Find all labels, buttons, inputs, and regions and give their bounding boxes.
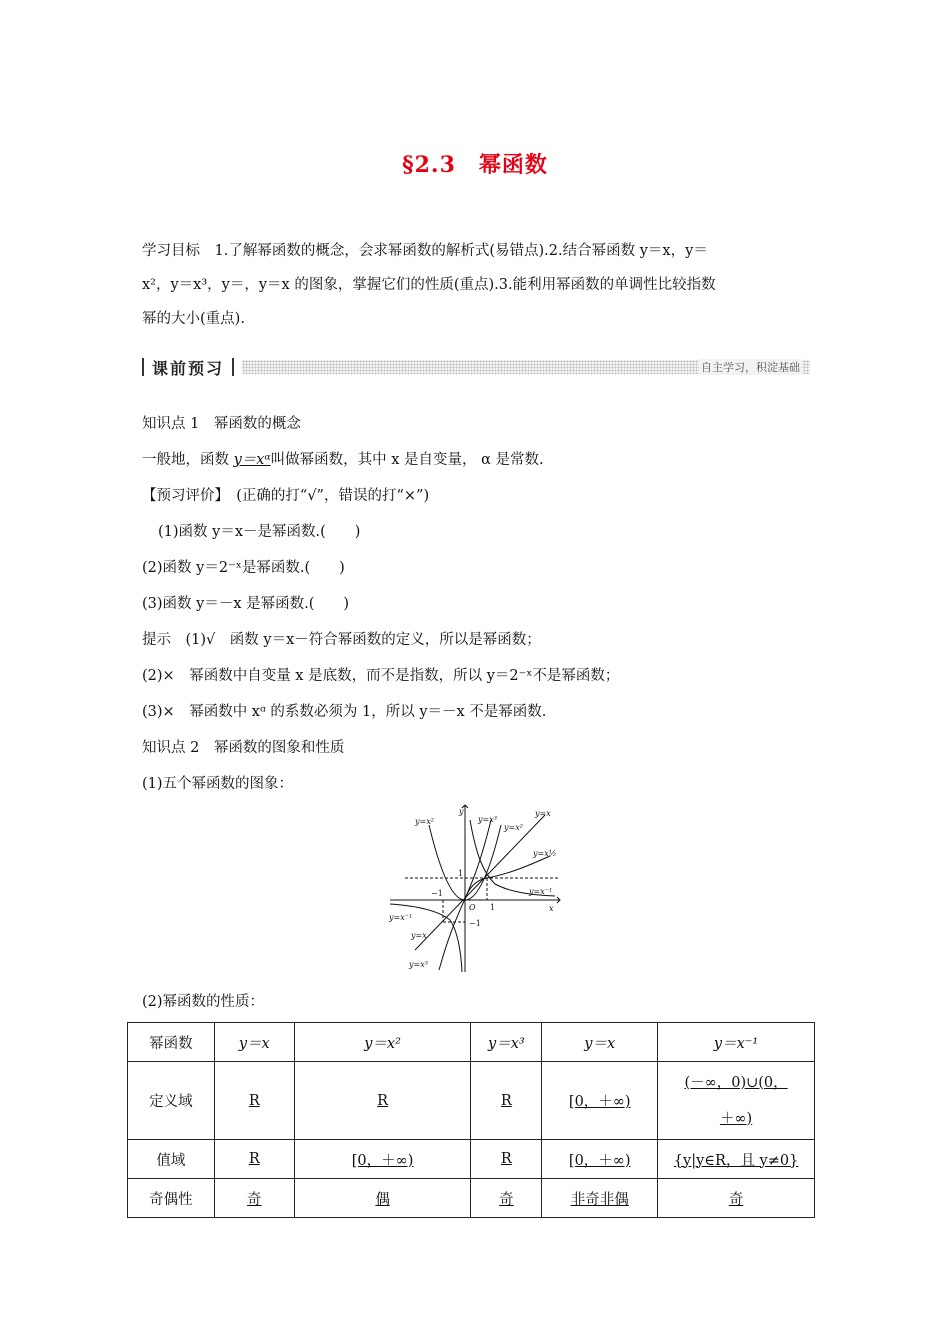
row-label: 奇偶性 — [128, 1179, 215, 1218]
label-one-x: 1 — [490, 903, 496, 912]
label-y-axis: y — [459, 807, 464, 816]
definition-prefix: 一般地，函数 — [142, 452, 234, 468]
row-label: 定义域 — [128, 1062, 215, 1140]
table-row-domain — [128, 1062, 815, 1140]
label-x-axis: x — [549, 904, 554, 913]
label-x3-bottom: y=x³ — [409, 960, 428, 969]
hint-2: (2)× 幂函数中自变量 x 是底数，而不是指数，所以 y＝2⁻ˣ不是幂函数； — [142, 668, 620, 684]
kp2-properties-caption: (2)幂函数的性质： — [142, 994, 265, 1010]
label-x2-right: y=x² — [504, 823, 523, 832]
kp2-graph-caption: (1)五个幂函数的图象： — [142, 776, 294, 792]
table-cell: R — [294, 1062, 471, 1140]
header-cell: 幂函数 — [128, 1023, 215, 1062]
kp1-definition — [142, 450, 544, 470]
question-1: (1)函数 y＝x－是幂函数.( ) — [158, 524, 361, 540]
table-cell: R — [214, 1062, 294, 1140]
learning-goals — [142, 234, 812, 336]
table-cell: [0，＋∞) — [294, 1140, 471, 1179]
label-x-bottom: y=x — [411, 931, 427, 940]
domain-line-1: (－∞，0)∪(0， — [684, 1074, 788, 1091]
kp1-heading: 知识点 1 幂函数的概念 — [142, 416, 301, 432]
label-origin: O — [469, 903, 476, 912]
header-cell: y＝x — [214, 1023, 294, 1062]
section-banner — [142, 356, 810, 378]
header-cell: y＝x — [542, 1023, 658, 1062]
table-cell: R — [471, 1062, 542, 1140]
table-cell: R — [471, 1140, 542, 1179]
label-x-inverse-left: y=x⁻¹ — [389, 913, 413, 922]
table-header-row — [128, 1023, 815, 1062]
label-x3-top: y=x³ — [478, 815, 497, 824]
label-minus1-x: −1 — [431, 889, 443, 898]
question-2: (2)函数 y＝2⁻ˣ是幂函数.( ) — [142, 560, 345, 576]
definition-formula: y＝xᵅ — [233, 452, 271, 468]
goals-line-1: 学习目标 1.了解幂函数的概念，会求幂函数的解析式(易错点).2.结合幂函数 y＝x，y＝ — [142, 243, 708, 259]
row-label: 值域 — [128, 1140, 215, 1179]
power-function-properties-table — [127, 1022, 815, 1218]
table-cell: 偶 — [294, 1179, 471, 1218]
header-cell: y＝x³ — [471, 1023, 542, 1062]
label-one-y: 1 — [458, 869, 464, 878]
table-cell: 奇 — [214, 1179, 294, 1218]
goals-line-3: 幂的大小(重点). — [142, 311, 245, 327]
power-function-graph — [385, 800, 570, 975]
table-cell: [0，＋∞) — [542, 1062, 658, 1140]
table-cell: R — [214, 1140, 294, 1179]
header-cell: y＝x⁻¹ — [658, 1023, 815, 1062]
domain-line-2: ＋∞) — [719, 1110, 753, 1127]
hint-3: (3)× 幂函数中 xᵅ 的系数必须为 1，所以 y＝－x 不是幂函数. — [142, 704, 547, 720]
table-cell: 奇 — [471, 1179, 542, 1218]
section-tag: 自主学习，积淀基础 — [701, 361, 800, 374]
table-cell: 非奇非偶 — [542, 1179, 658, 1218]
label-x-inverse-right: y=x⁻¹ — [529, 887, 553, 896]
label-x2-left: y=x² — [415, 817, 434, 826]
table-row-range — [128, 1140, 815, 1179]
banner-bar-right — [232, 358, 234, 376]
table-cell — [658, 1062, 815, 1140]
hint-1: 提示 (1)√ 函数 y＝x－符合幂函数的定义，所以是幂函数； — [142, 632, 541, 648]
banner-bar-left — [142, 358, 144, 376]
question-3: (3)函数 y＝－x 是幂函数.( ) — [142, 596, 350, 612]
label-x-top: y=x — [535, 809, 551, 818]
section-name: 课前预习 — [152, 359, 225, 378]
label-x-half: y=x½ — [533, 849, 557, 858]
table-cell: {y|y∈R，且 y≠0} — [658, 1140, 815, 1179]
definition-suffix: 叫做幂函数，其中 x 是自变量， α 是常数. — [270, 452, 544, 468]
curve-y-x — [415, 815, 545, 950]
header-cell: y＝x² — [294, 1023, 471, 1062]
preview-evaluation-title: 【预习评价】 (正确的打“√”，错误的打“×”) — [142, 488, 430, 504]
label-minus1-y: −1 — [469, 919, 481, 928]
kp2-heading: 知识点 2 幂函数的图象和性质 — [142, 740, 345, 756]
table-row-parity — [128, 1179, 815, 1218]
goals-line-2: x²，y＝x³，y＝，y＝x 的图象，掌握它们的性质(重点).3.能利用幂函数的单调性比较指数 — [142, 277, 716, 293]
table-cell: 奇 — [658, 1179, 815, 1218]
table-cell: [0，＋∞) — [542, 1140, 658, 1179]
page-title: §2.3 幂函数 — [402, 152, 548, 178]
